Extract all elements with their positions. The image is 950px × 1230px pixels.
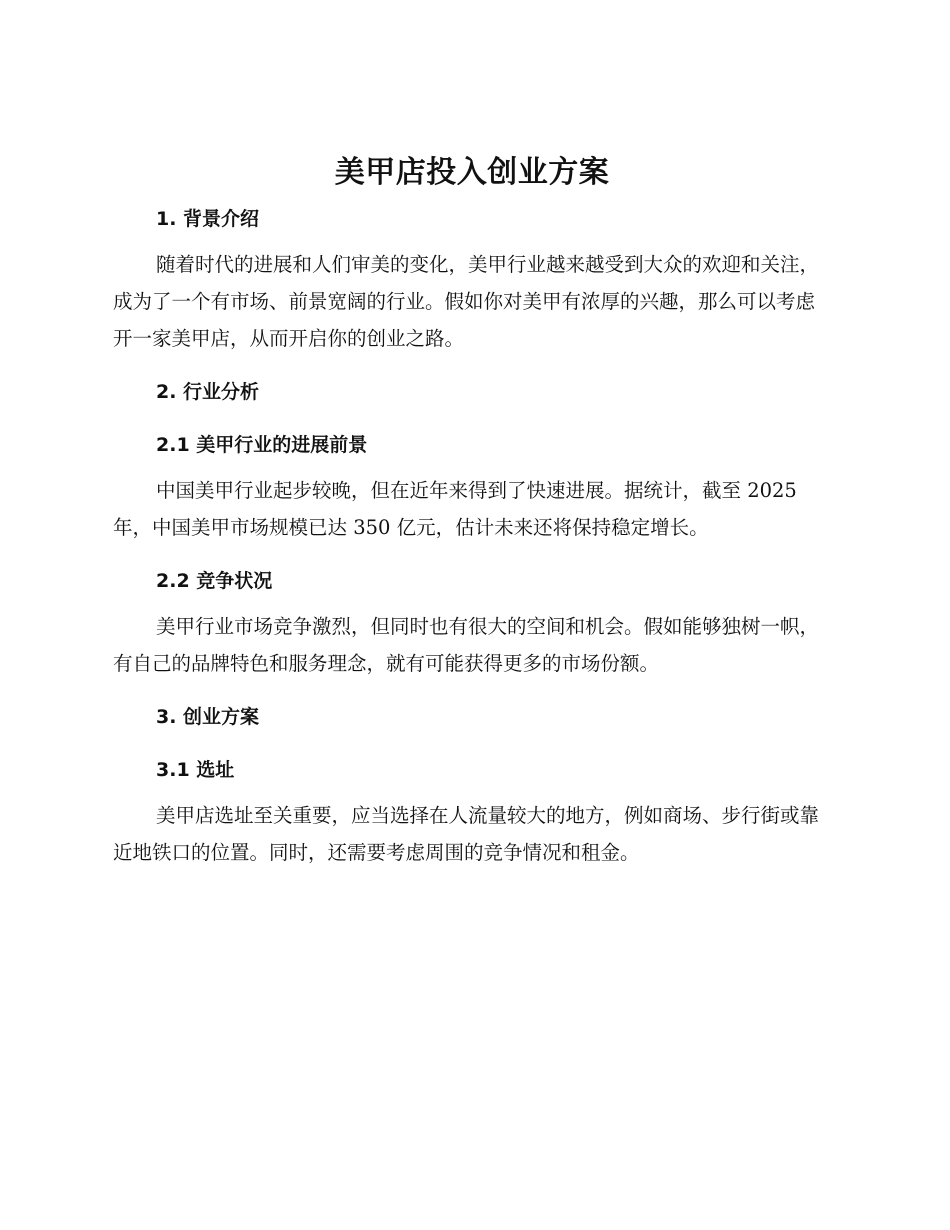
heading-industry-prospects: 2.1 美甲行业的进展前景 xyxy=(156,434,368,456)
heading-industry-analysis: 2. 行业分析 xyxy=(156,381,260,403)
paragraph-site-selection: 美甲店选址至关重要，应当选择在人流量较大的地方，例如商场、步行街或靠近地铁口的位置。同时，还需要考虑周围的竞争情况和租金。 xyxy=(113,804,820,864)
heading-site-selection: 3.1 选址 xyxy=(156,759,235,781)
heading-background: 1. 背景介绍 xyxy=(156,208,260,230)
document-title: 美甲店投入创业方案 xyxy=(334,155,610,190)
heading-business-plan: 3. 创业方案 xyxy=(156,706,260,728)
paragraph-competition: 美甲行业市场竞争激烈，但同时也有很大的空间和机会。假如能够独树一帜，有自己的品牌特色和服务理念，就有可能获得更多的市场份额。 xyxy=(113,615,820,675)
document-content xyxy=(113,150,831,871)
heading-competition: 2.2 竞争状况 xyxy=(156,570,273,592)
paragraph-background: 随着时代的进展和人们审美的变化，美甲行业越来越受到大众的欢迎和关注，成为了一个有市场、前景宽阔的行业。假如你对美甲有浓厚的兴趣，那么可以考虑开一家美甲店，从而开启你的创业之路。 xyxy=(113,253,820,350)
paragraph-industry-prospects: 中国美甲行业起步较晚，但在近年来得到了快速进展。据统计，截至 2025 年，中国美甲市场规模已达 350 亿元，估计未来还将保持稳定增长。 xyxy=(113,479,797,539)
